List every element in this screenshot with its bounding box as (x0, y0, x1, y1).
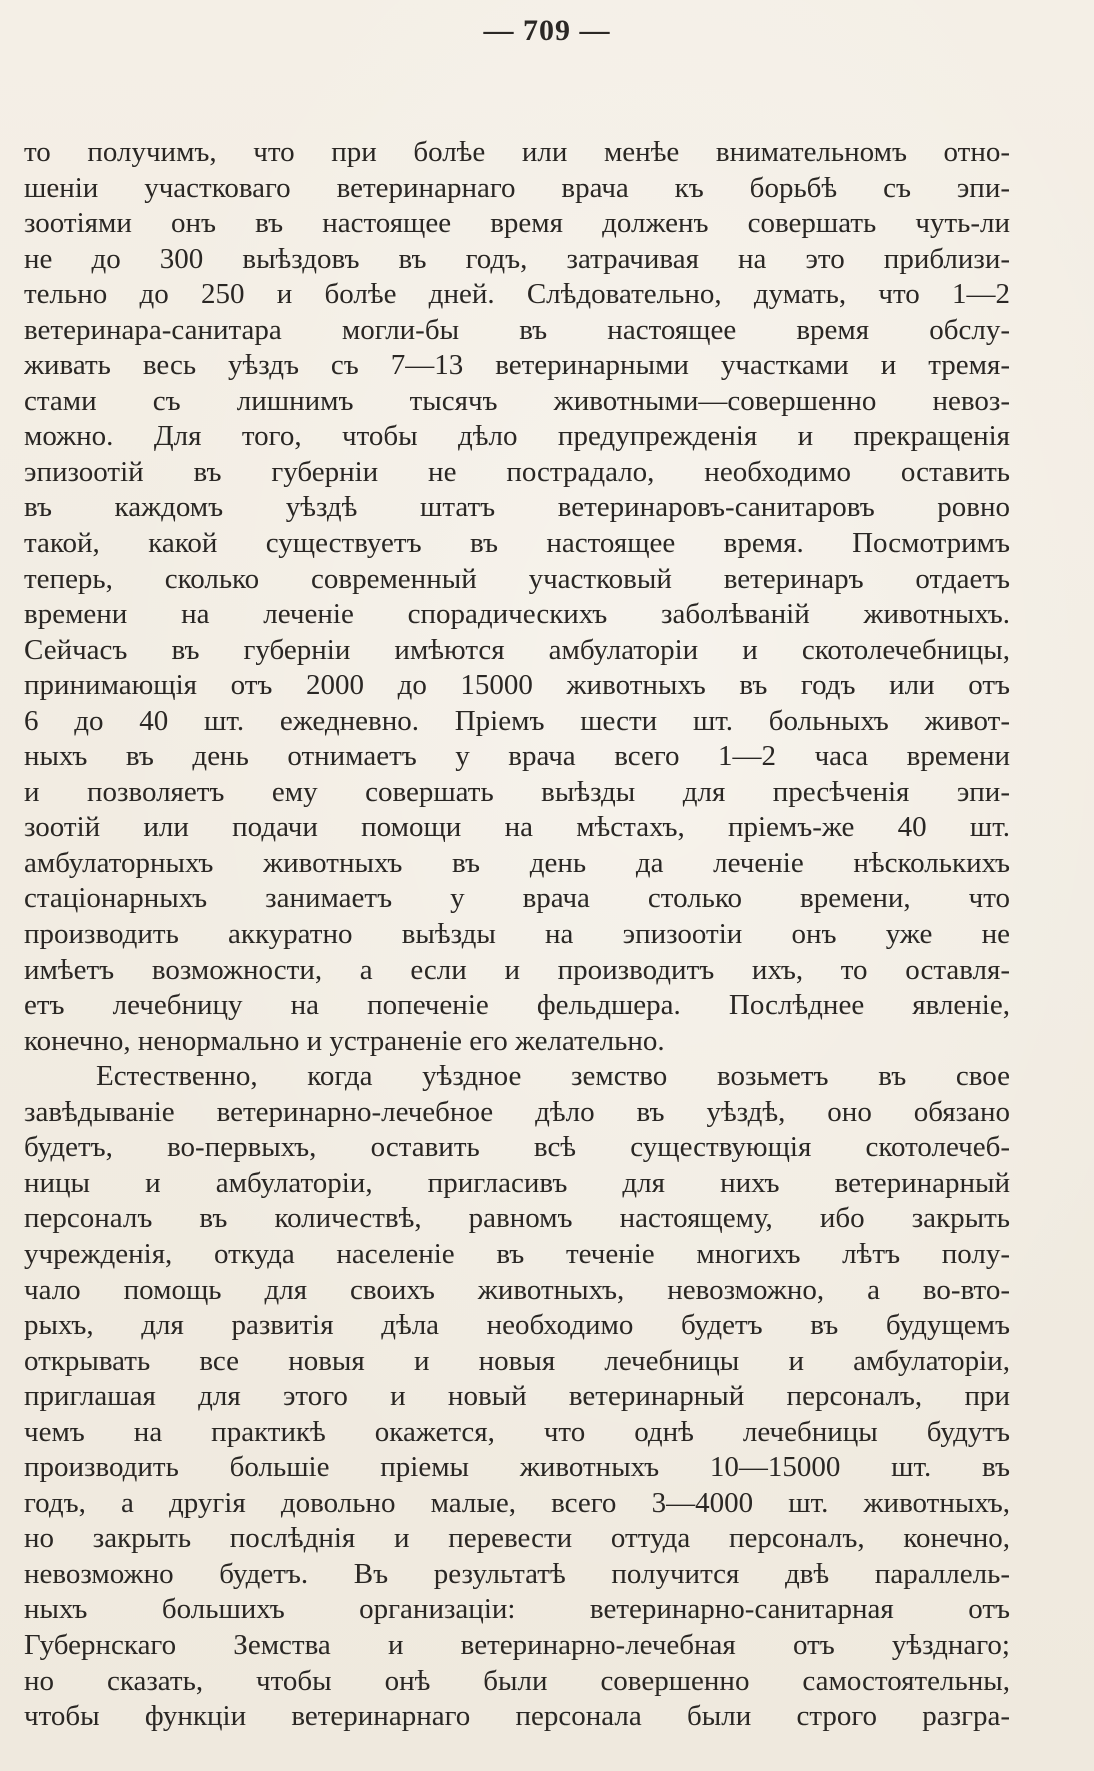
text-line: живать весь уѣздъ съ 7—13 ветеринарными участками и тремя- (24, 349, 1010, 382)
text-line: принимающія отъ 2000 до 15000 животныхъ въ годъ или отъ (24, 669, 1010, 702)
page-number: — 709 — (483, 14, 611, 47)
text-line: 6 до 40 шт. ежедневно. Пріемъ шести шт. больныхъ живот- (24, 704, 1010, 737)
body-text (24, 135, 1010, 1735)
text-line: етъ лечебницу на попеченіе фельдшера. Послѣднее явленіе, (24, 989, 1010, 1022)
text-line: персоналъ въ количествѣ, равномъ настоящему, ибо закрыть (24, 1202, 1010, 1235)
text-line: учрежденія, откуда населеніе въ теченіе многихъ лѣтъ полу- (24, 1237, 1010, 1270)
text-line: ныхъ въ день отнимаетъ у врача всего 1—2 часа времени (24, 740, 1010, 773)
text-line: эпизоотій въ губерніи не пострадало, необходимо оставить (24, 455, 1010, 488)
text-line: ницы и амбулаторіи, пригласивъ для нихъ ветеринарный (24, 1166, 1010, 1199)
text-line: имѣетъ возможности, а если и производитъ ихъ, то оставля- (24, 953, 1010, 986)
text-line: теперь, сколько современный участковый ветеринаръ отдаетъ (24, 562, 1010, 595)
text-line: чтобы функціи ветеринарнаго персонала были строго разгра- (24, 1700, 1010, 1733)
text-line: не до 300 выѣздовъ въ годъ, затрачивая на это приблизи- (24, 242, 1010, 275)
text-line: ныхъ большихъ организаціи: ветеринарно-санитарная отъ (24, 1593, 1010, 1626)
text-line: шеніи участковаго ветеринарнаго врача къ борьбѣ съ эпи- (24, 171, 1010, 204)
text-line: ветеринара-санитара могли-бы въ настоящее время обслу- (24, 313, 1010, 346)
text-line: тельно до 250 и болѣе дней. Слѣдовательно, думать, что 1—2 (24, 278, 1010, 311)
text-line: зоотій или подачи помощи на мѣстахъ, пріемъ-же 40 шт. (24, 811, 1010, 844)
text-line: чемъ на практикѣ окажется, что однѣ лечебницы будутъ (24, 1415, 1010, 1448)
text-line: производить большіе пріемы животныхъ 10—15000 шт. въ (24, 1451, 1010, 1484)
text-line: времени на леченіе спорадическихъ заболѣваній животныхъ. (24, 598, 1010, 631)
text-line: Губернскаго Земства и ветеринарно-лечебная отъ уѣзднаго; (24, 1628, 1010, 1661)
text-line: но закрыть послѣднія и перевести оттуда персоналъ, конечно, (24, 1522, 1010, 1555)
text-line: Сейчасъ въ губерніи имѣются амбулаторіи и скотолечебницы, (24, 633, 1010, 666)
text-line: приглашая для этого и новый ветеринарный персоналъ, при (24, 1380, 1010, 1413)
text-line: но сказать, чтобы онѣ были совершенно самостоятельны, (24, 1664, 1010, 1697)
text-line: невозможно будетъ. Въ результатѣ получится двѣ параллель- (24, 1557, 1010, 1590)
text-line: можно. Для того, чтобы дѣло предупрежденія и прекращенія (24, 420, 1010, 453)
text-line: стами съ лишнимъ тысячъ животными—совершенно невоз- (24, 384, 1010, 417)
text-line: зоотіями онъ въ настоящее время долженъ совершать чуть-ли (24, 207, 1010, 240)
text-line: стаціонарныхъ занимаетъ у врача столько времени, что (24, 882, 1010, 915)
text-line: открывать все новыя и новыя лечебницы и амбулаторіи, (24, 1344, 1010, 1377)
text-line: чало помощь для своихъ животныхъ, невозможно, а во-вто- (24, 1273, 1010, 1306)
text-line: амбулаторныхъ животныхъ въ день да леченіе нѣсколькихъ (24, 846, 1010, 879)
text-line: то получимъ, что при болѣе или менѣе внимательномъ отно- (24, 136, 1010, 168)
text-line: будетъ, во-первыхъ, оставить всѣ существующія скотолечеб- (24, 1131, 1010, 1164)
text-line: завѣдываніе ветеринарно-лечебное дѣло въ уѣздѣ, оно обязано (24, 1095, 1010, 1128)
text-line: производить аккуратно выѣзды на эпизоотіи онъ уже не (24, 918, 1010, 951)
paragraph-end-line: конечно, ненормально и устраненіе его желательно. (24, 1024, 665, 1057)
text-line: рыхъ, для развитія дѣла необходимо будетъ въ будущемъ (24, 1309, 1010, 1342)
text-line: такой, какой существуетъ въ настоящее время. Посмотримъ (24, 527, 1010, 560)
text-line: и позволяетъ ему совершать выѣзды для пресѣченія эпи- (24, 775, 1010, 808)
text-line: годъ, а другія довольно малые, всего 3—4000 шт. животныхъ, (24, 1486, 1010, 1519)
paragraph-start-line: Естественно, когда уѣздное земство возьметъ въ свое (96, 1060, 1010, 1093)
text-line: въ каждомъ уѣздѣ штатъ ветеринаровъ-санитаровъ ровно (24, 491, 1010, 524)
